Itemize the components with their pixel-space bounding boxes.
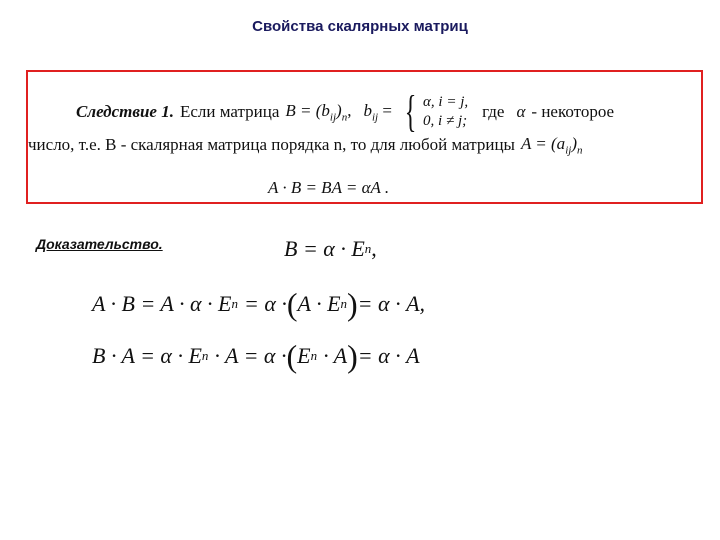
matrix-b-definition — [285, 101, 351, 123]
alpha-symbol: α — [516, 102, 526, 121]
slide-title: Свойства скалярных матриц — [252, 18, 468, 35]
case-diagonal: α, i = j, — [423, 94, 469, 110]
equation-b-definition: B = α · E n , — [284, 236, 377, 261]
matrix-a-definition: $A = (a_{ij})_n$ — [520, 134, 583, 157]
matrix-b-subscript: ij — [329, 111, 337, 124]
corollary-tail: - некоторое — [531, 102, 615, 121]
equation-b-times-a: B · A = α · E n · A = α · ( E n · A ) = α · A — [92, 338, 420, 374]
corollary-line-1 — [76, 87, 615, 136]
matrix-b-head: B = (b — [285, 100, 330, 120]
corollary-box — [26, 70, 703, 204]
where-word: где — [482, 102, 505, 121]
case-off-diagonal: 0, i ≠ j; — [423, 113, 468, 129]
corollary-line-2 — [28, 134, 582, 156]
corollary-conclusion: A · B = BA = αA . — [268, 178, 390, 197]
equation-a-times-b: A · B = A · α · E n = α · ( A · E n ) = α · A, — [92, 286, 426, 322]
left-brace: { — [404, 87, 417, 136]
corollary-text: Если матрица — [179, 102, 280, 121]
matrix-b-order: n — [341, 111, 348, 124]
comma: , — [347, 100, 352, 120]
bij-symbol: $b_{ij}$ = — [363, 100, 392, 124]
corollary-label: Следствие 1. — [76, 102, 174, 121]
corollary-line-2-text: число, т.е. B - скалярная матрица порядка n, то для любой матрицы — [28, 135, 515, 155]
piecewise-definition — [400, 87, 469, 136]
matrix-b-close: ) — [336, 100, 342, 120]
proof-label: Доказательство. — [36, 236, 163, 252]
